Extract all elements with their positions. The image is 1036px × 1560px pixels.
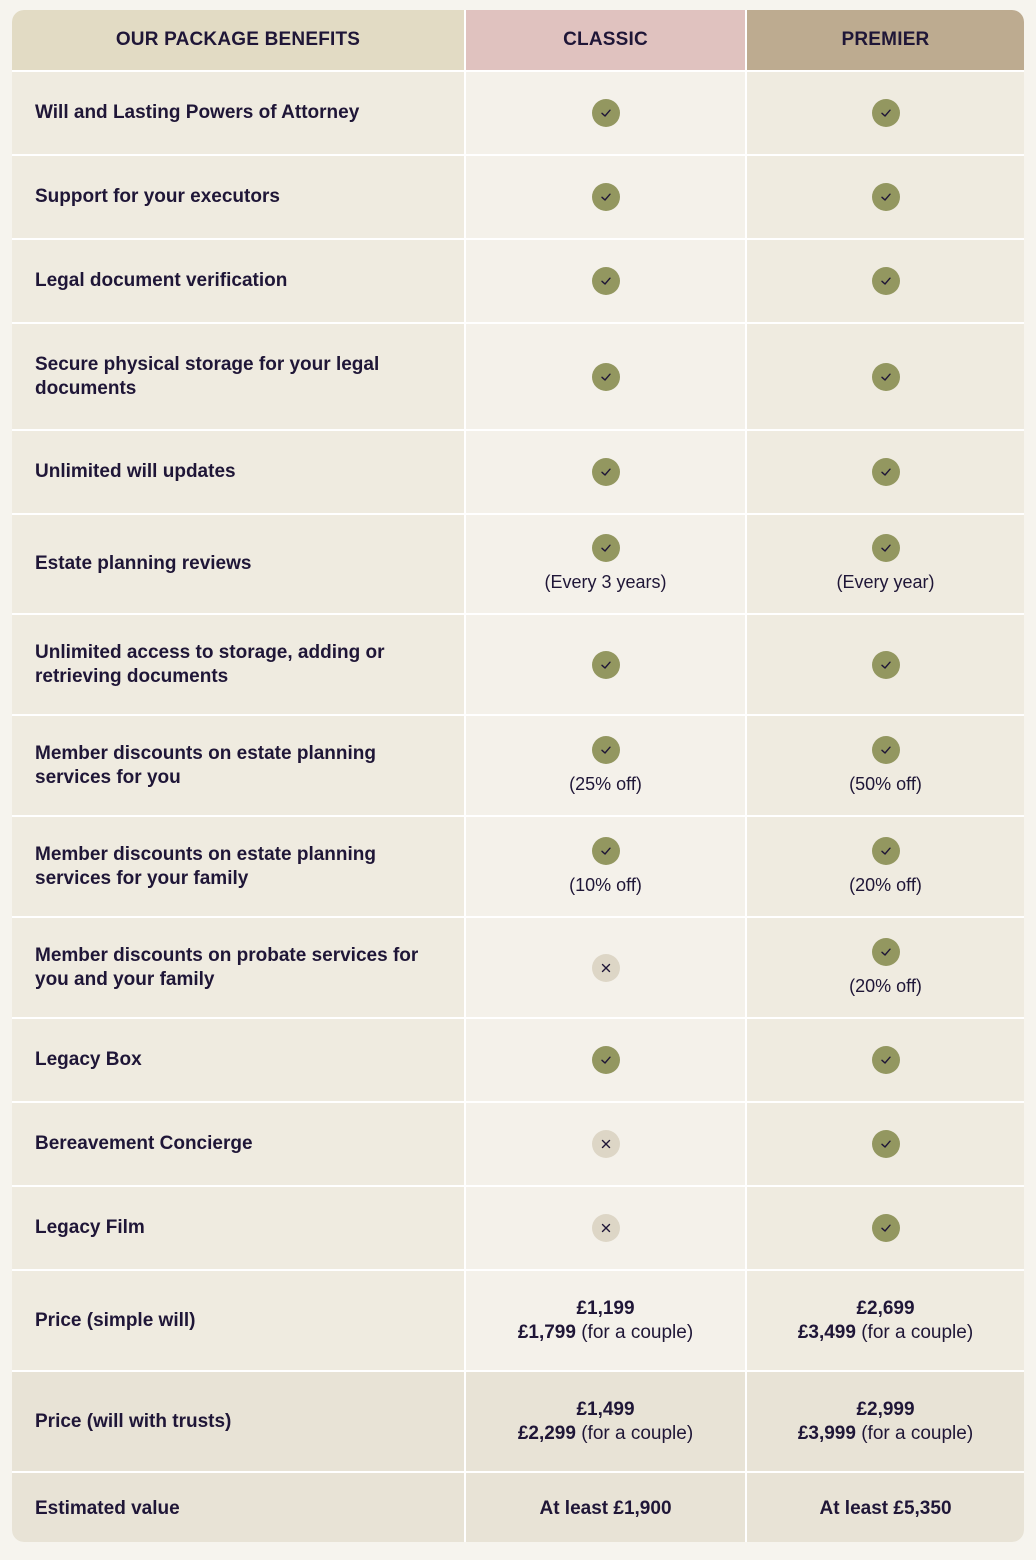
benefit-label: Will and Lasting Powers of Attorney	[12, 72, 464, 154]
estimated-value-label: Estimated value	[12, 1473, 464, 1542]
benefit-premier-cell	[747, 1103, 1024, 1185]
benefit-premier-cell	[747, 1019, 1024, 1101]
benefit-premier-cell	[747, 72, 1024, 154]
price-premier-cell	[747, 1372, 1024, 1471]
price-single-value: £1,199	[576, 1297, 635, 1319]
price-couple-value: £3,999	[797, 1422, 856, 1444]
price-premier-cell	[747, 1271, 1024, 1370]
check-circle-icon	[592, 651, 620, 679]
benefit-label: Support for your executors	[12, 156, 464, 238]
x-circle-icon	[592, 1130, 620, 1158]
header-benefits: OUR PACKAGE BENEFITS	[12, 10, 464, 70]
x-circle-icon	[592, 954, 620, 982]
benefit-label: Legal document verification	[12, 240, 464, 322]
price-couple-suffix: (for a couple)	[575, 1422, 694, 1444]
header-premier: PREMIER	[747, 10, 1024, 70]
price-label: Price (will with trusts)	[12, 1372, 464, 1471]
price-couple-value: £2,299	[517, 1422, 576, 1444]
price-single-value: £2,699	[856, 1297, 915, 1319]
benefit-label: Legacy Box	[12, 1019, 464, 1101]
benefit-premier-cell	[747, 324, 1024, 429]
benefit-label: Legacy Film	[12, 1187, 464, 1269]
benefit-classic-cell	[466, 1019, 745, 1101]
benefit-classic-cell	[466, 817, 745, 916]
check-circle-icon	[592, 1046, 620, 1074]
benefit-premier-cell	[747, 515, 1024, 613]
check-circle-icon	[872, 651, 900, 679]
estimated-value-text: At least £1,900	[539, 1498, 672, 1519]
check-circle-icon	[592, 837, 620, 865]
check-circle-icon	[872, 99, 900, 127]
benefit-label: Member discounts on probate services for you and your family	[12, 918, 464, 1017]
check-circle-icon	[872, 534, 900, 562]
benefit-note: (20% off)	[849, 975, 922, 996]
benefit-premier-cell	[747, 817, 1024, 916]
header-classic: CLASSIC	[466, 10, 745, 70]
package-comparison-table	[12, 10, 1024, 1542]
comparison-grid	[12, 10, 1024, 1542]
benefit-premier-cell	[747, 240, 1024, 322]
price-couple	[798, 1422, 973, 1446]
price-couple-suffix: (for a couple)	[855, 1422, 974, 1444]
benefit-note: (Every 3 years)	[544, 572, 667, 592]
price-single	[576, 1297, 634, 1321]
benefit-note: (20% off)	[849, 874, 922, 895]
price-couple-suffix: (for a couple)	[575, 1321, 694, 1343]
check-circle-icon	[872, 1214, 900, 1242]
benefit-classic-cell	[466, 72, 745, 154]
price-single	[856, 1297, 914, 1321]
price-couple-value: £3,499	[797, 1321, 856, 1343]
benefit-label: Member discounts on estate planning services for your family	[12, 817, 464, 916]
benefit-classic-cell	[466, 431, 745, 513]
benefit-note: (Every year)	[836, 572, 935, 592]
benefit-premier-cell	[747, 431, 1024, 513]
benefit-premier-cell	[747, 615, 1024, 714]
estimated-value-classic	[466, 1473, 745, 1542]
benefit-classic-cell	[466, 240, 745, 322]
benefit-label: Member discounts on estate planning services for you	[12, 716, 464, 815]
check-circle-icon	[872, 458, 900, 486]
benefit-premier-cell	[747, 716, 1024, 815]
check-circle-icon	[872, 837, 900, 865]
benefit-classic-cell	[466, 156, 745, 238]
estimated-value-text: At least £5,350	[819, 1498, 952, 1519]
price-couple-suffix: (for a couple)	[855, 1321, 974, 1343]
price-single	[576, 1398, 634, 1422]
benefit-note: (25% off)	[569, 773, 642, 794]
benefit-classic-cell	[466, 615, 745, 714]
price-label: Price (simple will)	[12, 1271, 464, 1370]
check-circle-icon	[872, 736, 900, 764]
price-single	[856, 1398, 914, 1422]
benefit-classic-cell	[466, 324, 745, 429]
check-circle-icon	[592, 267, 620, 295]
benefit-premier-cell	[747, 156, 1024, 238]
check-circle-icon	[592, 736, 620, 764]
price-couple	[798, 1321, 973, 1345]
check-circle-icon	[872, 1130, 900, 1158]
check-circle-icon	[872, 267, 900, 295]
benefit-label: Secure physical storage for your legal documents	[12, 324, 464, 429]
price-classic-cell	[466, 1372, 745, 1471]
check-circle-icon	[592, 363, 620, 391]
check-circle-icon	[592, 99, 620, 127]
benefit-classic-cell	[466, 1187, 745, 1269]
price-single-value: £2,999	[856, 1398, 915, 1420]
benefit-label: Unlimited access to storage, adding or retrieving documents	[12, 615, 464, 714]
check-circle-icon	[872, 363, 900, 391]
benefit-classic-cell	[466, 515, 745, 613]
estimated-value-premier	[747, 1473, 1024, 1542]
check-circle-icon	[592, 458, 620, 486]
benefit-note: (50% off)	[849, 773, 922, 794]
price-single-value: £1,499	[576, 1398, 635, 1420]
benefit-label: Estate planning reviews	[12, 515, 464, 613]
price-classic-cell	[466, 1271, 745, 1370]
benefit-label: Bereavement Concierge	[12, 1103, 464, 1185]
benefit-classic-cell	[466, 1103, 745, 1185]
benefit-premier-cell	[747, 918, 1024, 1017]
benefit-classic-cell	[466, 918, 745, 1017]
check-circle-icon	[872, 1046, 900, 1074]
benefit-classic-cell	[466, 716, 745, 815]
benefit-premier-cell	[747, 1187, 1024, 1269]
price-couple	[518, 1321, 693, 1345]
check-circle-icon	[592, 534, 620, 562]
benefit-label: Unlimited will updates	[12, 431, 464, 513]
x-circle-icon	[592, 1214, 620, 1242]
benefit-note: (10% off)	[569, 874, 642, 895]
check-circle-icon	[592, 183, 620, 211]
check-circle-icon	[872, 938, 900, 966]
price-couple	[518, 1422, 693, 1446]
check-circle-icon	[872, 183, 900, 211]
price-couple-value: £1,799	[517, 1321, 576, 1343]
